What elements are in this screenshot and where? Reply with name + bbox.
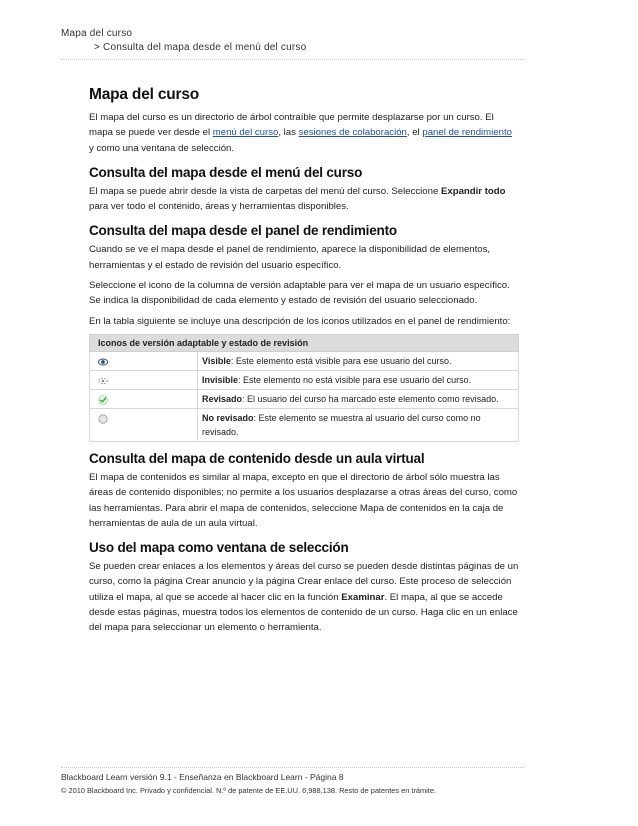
selection-text-2: . El mapa, al que se accede desde estas páginas, muestra todos los elementos de contenido de un curso. Haga clic en un enlace del mapa para seleccionar un elemento o herramienta. [89,591,518,634]
breadcrumb-level2: > Consulta del mapa desde el menú del curso [94,42,307,53]
grey-circle-icon [98,414,108,424]
section-heading-selection-window: Uso del mapa como ventana de selección [89,540,349,556]
table-row [90,408,519,441]
table-term: Invisible [202,374,239,385]
table-row [90,351,519,370]
link-course-menu[interactable]: menú del curso [212,127,279,139]
expand-all-term: Expandir todo [440,185,506,197]
table-term: No revisado [202,412,254,423]
table-desc-cell [198,351,519,370]
table-icon-cell [90,351,198,370]
intro-text-1: El mapa del curso es un directorio de árbol contraíble que permite desplazarse por un curso. El mapa se puede ver desde el [89,112,494,139]
table-header: Iconos de versión adaptable y estado de revisión [90,334,519,351]
selection-text-1: Se pueden crear enlaces a los elementos y áreas del curso se pueden desde distintas páginas de un curso, como la página Crear anuncio y la página Crear enlace del curso. Este proceso de selección utiliza el mapa, al que se accede al hacer clic en la función [89,561,519,603]
browse-term: Examinar [341,591,385,603]
table-row [90,370,519,389]
page-title: Mapa del curso [89,86,200,103]
footer-divider [61,767,525,768]
table-desc-cell [198,389,519,408]
table-desc: : Este elemento no está visible para ese usuario del curso. [238,374,472,385]
intro-text-3: , el [406,127,423,139]
virtual-classroom-paragraph: El mapa de contenidos es similar al mapa, excepto en que el directorio de árbol sólo muestra las áreas de contenido disponibles; no permite a los usuarios desplazarse a otras áreas del curso, como las herramientas. Para abrir el mapa de contenidos, seleccione Mapa de contenidos en la caja de herramientas de aula de un aula virtual. [89,471,518,529]
section-heading-course-menu: Consulta del mapa desde el menú del curso [89,164,363,180]
table-term: Revisado [202,393,243,404]
performance-paragraph-1: Cuando se ve el mapa desde el panel de rendimiento, aparece la disponibilidad de elementos, herramientas y el estado de revisión del usuario específico. [89,244,491,271]
table-icon-cell [90,370,198,389]
table-desc: : Este elemento se muestra al usuario del curso como no revisado. [202,412,481,437]
table-header-row [90,334,519,351]
table-desc: : El usuario del curso ha marcado este elemento como revisado. [242,393,499,404]
table-row [90,389,519,408]
course-menu-paragraph [89,184,519,215]
link-performance-dashboard[interactable]: panel de rendimiento [422,127,512,139]
icons-table [89,334,519,442]
header-divider [61,59,525,60]
intro-paragraph [89,110,519,156]
performance-paragraph-3: En la tabla siguiente se incluye una descripción de los iconos utilizados en el panel de rendimiento: [89,315,511,327]
selection-window-paragraph [89,559,519,635]
section-heading-performance: Consulta del mapa desde el panel de rendimiento [89,223,397,239]
table-desc-cell [198,408,519,441]
intro-text-4: y como una ventana de selección. [89,142,235,154]
checkmark-icon [98,395,108,405]
footer-page-info: Blackboard Learn versión 9.1 - Enseñanza en Blackboard Learn - Página 8 [61,772,344,782]
table-desc-cell [198,370,519,389]
eye-hidden-icon [98,376,108,386]
main-content [89,86,519,641]
table-term: Visible [202,355,231,366]
performance-paragraph-2: Seleccione el icono de la columna de versión adaptable para ver el mapa de un usuario específico. Se indica la disponibilidad de cada elemento y estado de revisión del usuario seleccionado. [89,280,510,307]
breadcrumb-level1: Mapa del curso [61,28,133,39]
table-icon-cell [90,389,198,408]
eye-icon [98,357,108,367]
table-desc: : Este elemento está visible para ese usuario del curso. [230,355,452,366]
table-icon-cell [90,408,198,441]
course-menu-text-2: para ver todo el contenido, áreas y herramientas disponibles. [89,201,349,213]
footer-copyright: © 2010 Blackboard Inc. Privado y confidencial. N.º de patente de EE.UU. 6,988,138. Resto de patentes en trámite. [61,786,437,795]
section-heading-virtual-classroom: Consulta del mapa de contenido desde un aula virtual [89,450,425,466]
link-collaboration-sessions[interactable]: sesiones de colaboración [298,127,407,139]
intro-text-2: , las [278,127,299,139]
course-menu-text-1: El mapa se puede abrir desde la vista de carpetas del menú del curso. Seleccione [89,185,441,197]
